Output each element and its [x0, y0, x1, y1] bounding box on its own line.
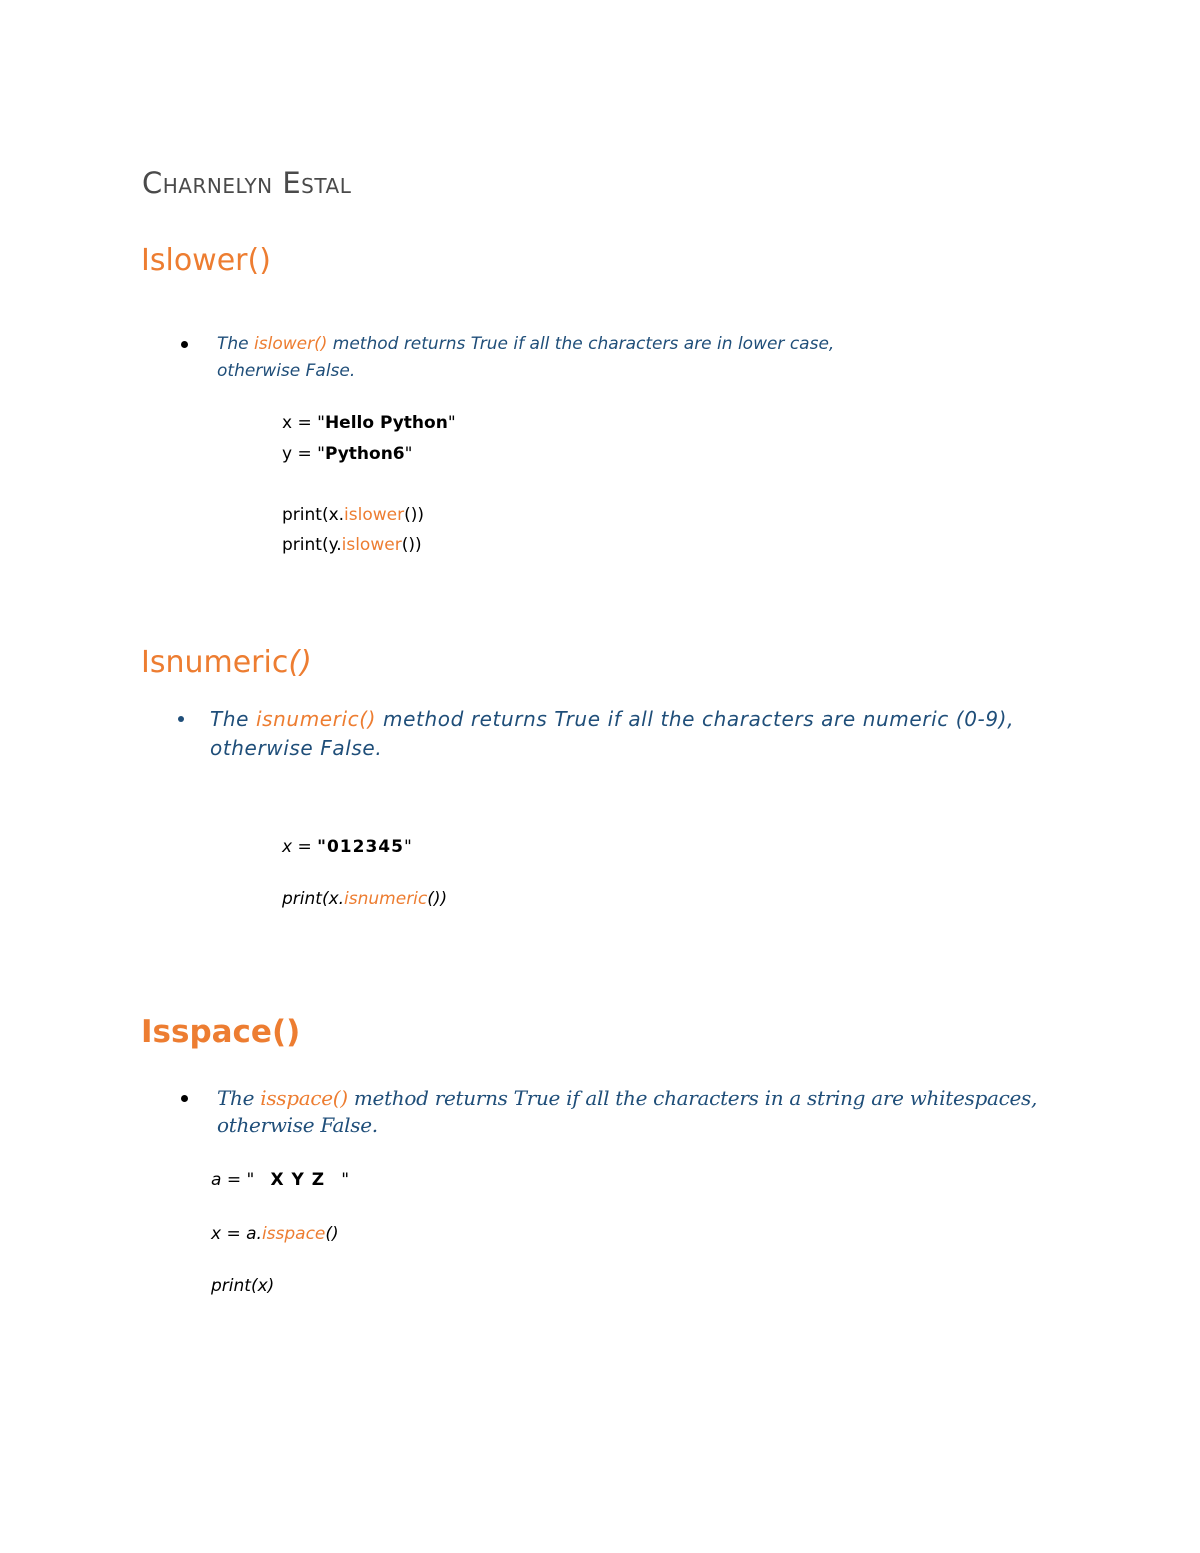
isspace-description-line2: otherwise False.: [217, 1113, 378, 1137]
heading-isspace: Isspace(): [141, 1014, 301, 1050]
heading-islower: Islower(): [141, 243, 271, 278]
code-line-print-y: print(y.islower()): [282, 535, 422, 555]
code-line-x: x = "012345": [282, 837, 412, 857]
isnumeric-description-line1: The isnumeric() method returns True if all the characters are numeric (0-9),: [210, 707, 1015, 731]
method-name: islower(): [254, 334, 328, 354]
heading-isnumeric: Isnumeric(): [141, 645, 312, 680]
author-name: Charnelyn Estal: [142, 166, 352, 200]
method-name: isspace(): [260, 1086, 348, 1110]
code-line-x: x = "Hello Python": [282, 413, 456, 433]
isnumeric-description-line2: otherwise False.: [210, 736, 383, 760]
code-line-x: x = a.isspace(): [211, 1224, 339, 1244]
code-line-print: print(x.isnumeric()): [282, 889, 448, 909]
isspace-description-line1: The isspace() method returns True if all the characters in a string are whitespaces,: [217, 1086, 1038, 1110]
code-line-print-x: print(x.islower()): [282, 505, 425, 525]
code-line-y: y = "Python6": [282, 444, 413, 464]
code-line-a: a = " X Y Z ": [211, 1170, 350, 1190]
islower-description-line1: The islower() method returns True if all the characters are in lower case,: [217, 334, 835, 354]
bullet-icon: [178, 716, 184, 722]
bullet-icon: [181, 341, 188, 348]
islower-description-line2: otherwise False.: [217, 361, 356, 381]
code-line-print: print(x): [211, 1276, 275, 1296]
method-name: isnumeric(): [255, 707, 377, 731]
bullet-icon: [181, 1095, 188, 1102]
